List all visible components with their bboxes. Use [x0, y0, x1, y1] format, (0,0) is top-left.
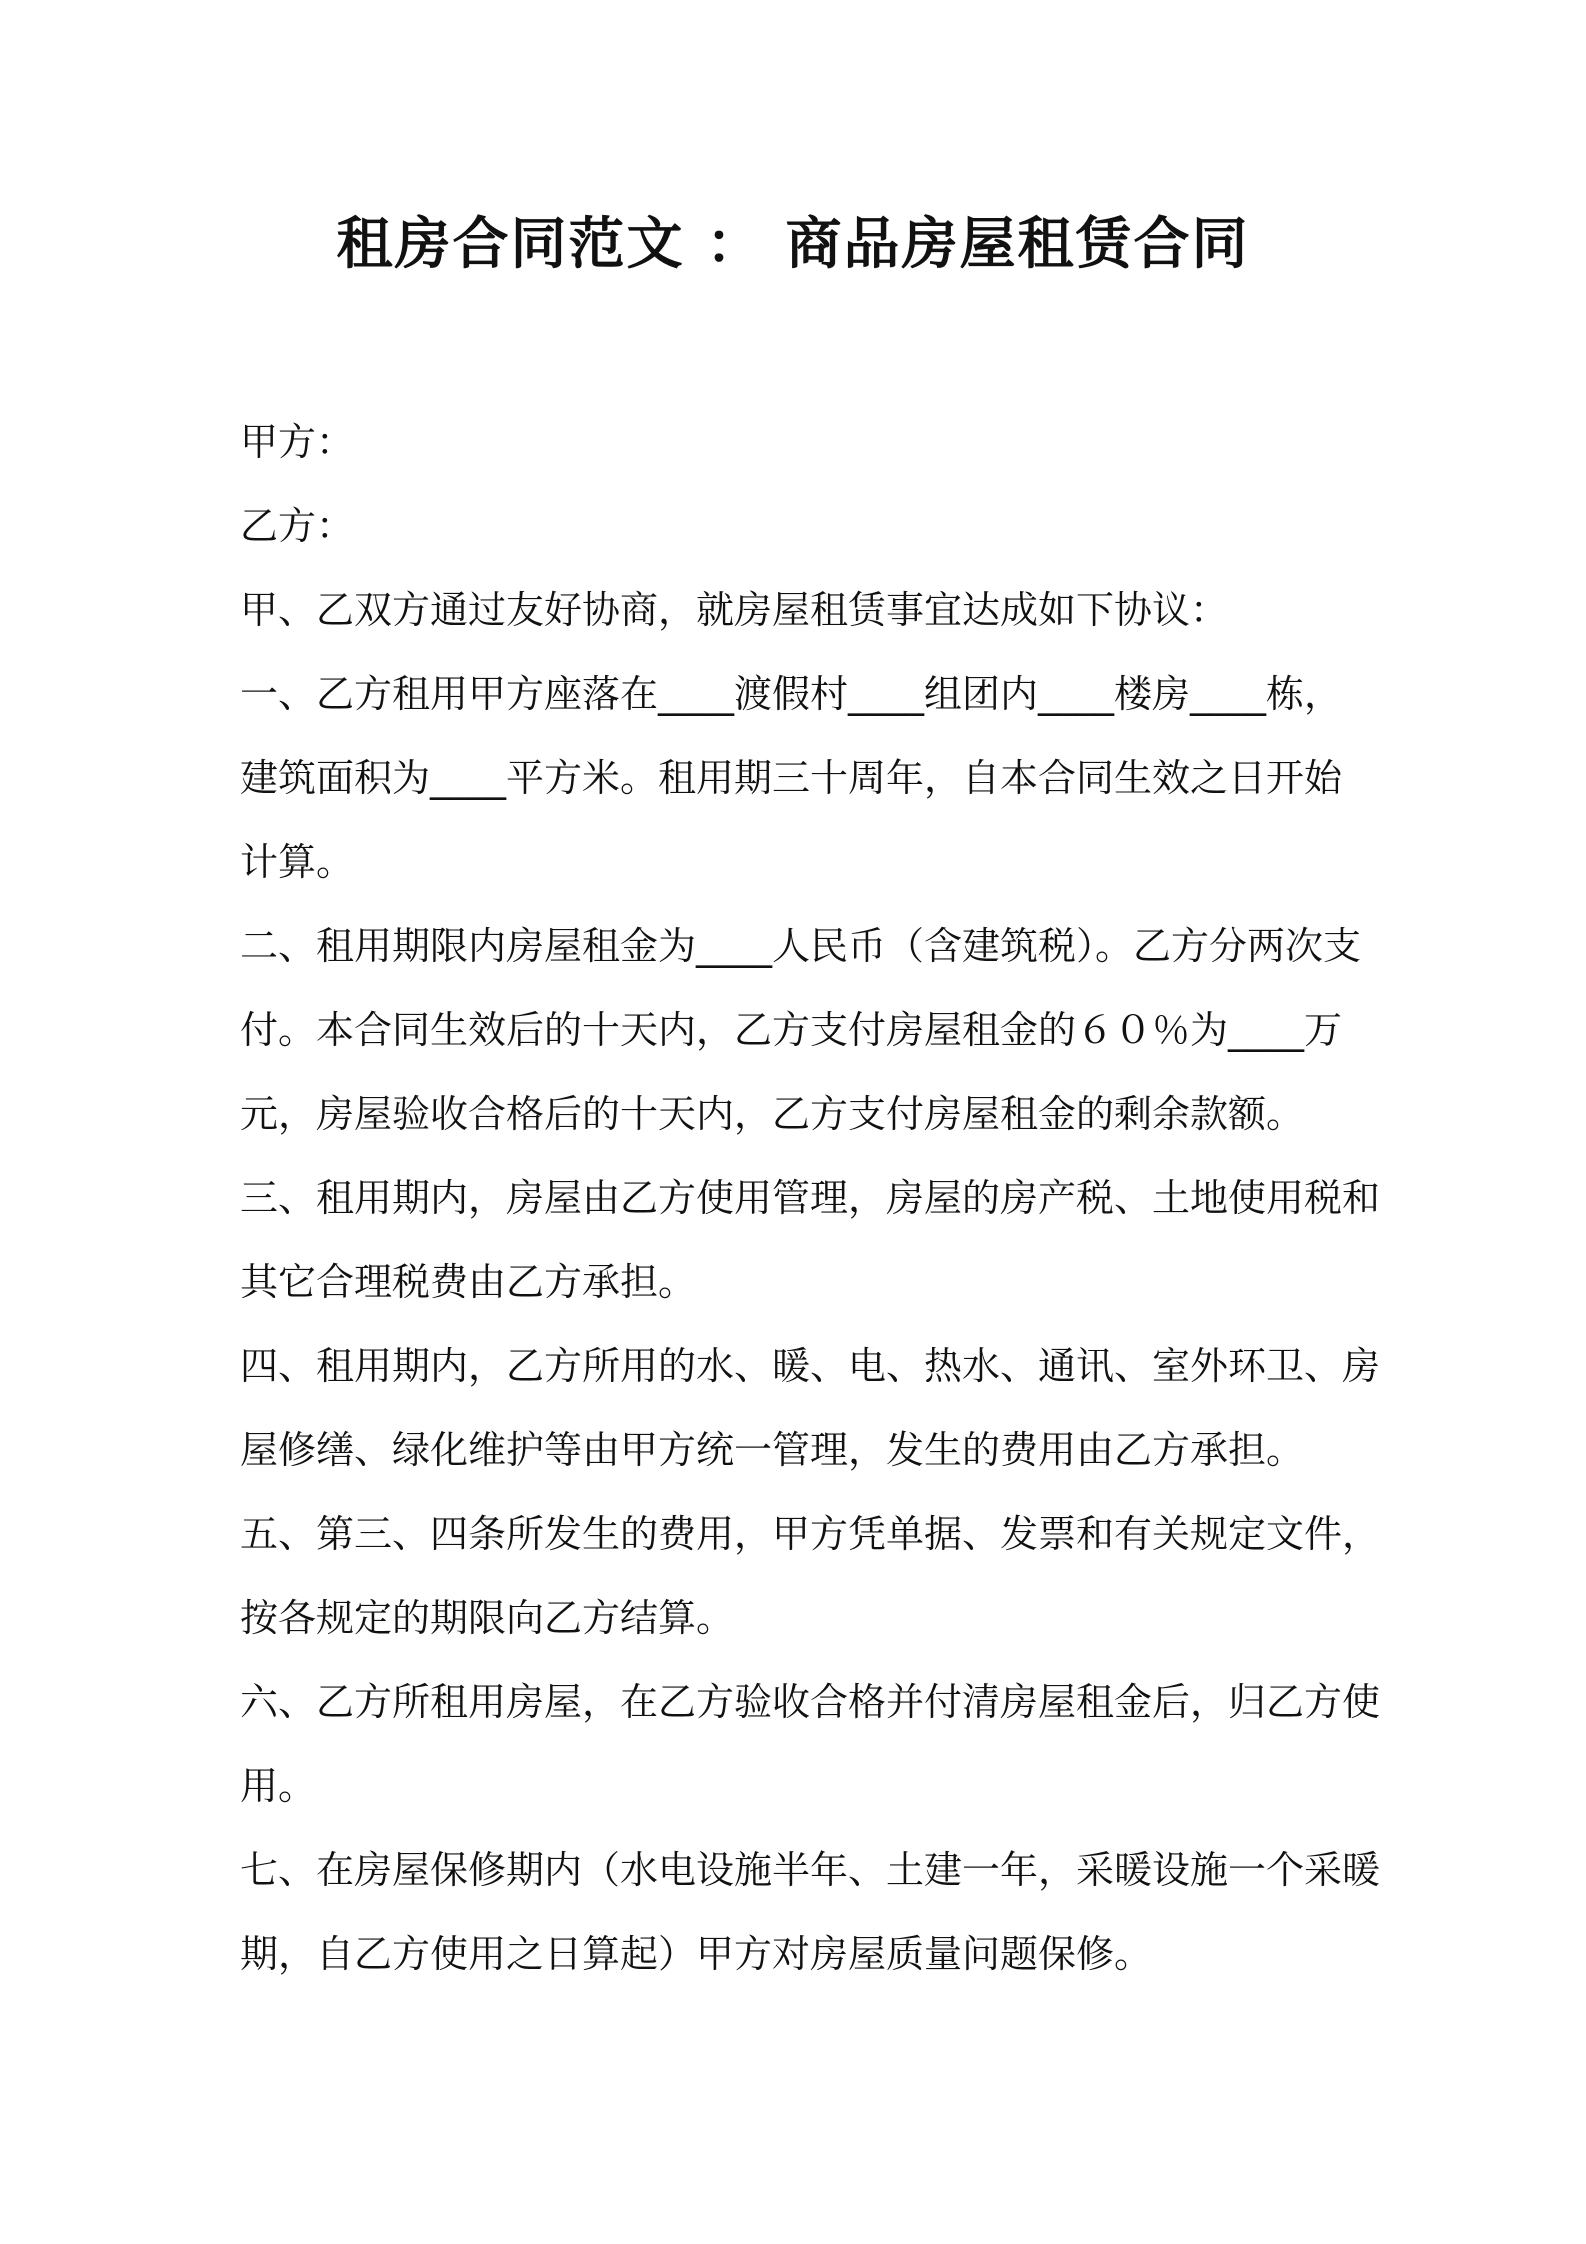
clause-4-line-2: 屋修缮、绿化维护等由甲方统一管理，发生的费用由乙方承担。: [240, 1428, 1305, 1472]
clause-7-line-1: 七、在房屋保修期内（水电设施半年、土建一年，采暖设施一个采暖: [240, 1848, 1381, 1892]
clause-1-line-3: 计算。: [240, 840, 355, 884]
clause-5-line-2: 按各规定的期限向乙方结算。: [240, 1596, 735, 1640]
line-party-a: 甲方：: [240, 420, 355, 464]
clause-2-line-3: 元，房屋验收合格后的十天内，乙方支付房屋租金的剩余款额。: [240, 1092, 1305, 1136]
line-party-b: 乙方：: [240, 504, 355, 548]
clause-6-line-1: 六、乙方所租用房屋，在乙方验收合格并付清房屋租金后，归乙方使: [240, 1680, 1381, 1724]
clause-3-line-1: 三、租用期内，房屋由乙方使用管理，房屋的房产税、土地使用税和: [240, 1176, 1381, 1220]
clause-1-line-2: 建筑面积为____平方米。租用期三十周年，自本合同生效之日开始: [240, 756, 1343, 800]
clause-2-line-2: 付。本合同生效后的十天内，乙方支付房屋租金的６０％为____万: [240, 1008, 1343, 1052]
clause-4-line-1: 四、租用期内，乙方所用的水、暖、电、热水、通讯、室外环卫、房: [240, 1344, 1381, 1388]
clause-5-line-1: 五、第三、四条所发生的费用，甲方凭单据、发票和有关规定文件，: [240, 1512, 1381, 1556]
document-body: [240, 400, 1381, 1996]
clause-3-line-2: 其它合理税费由乙方承担。: [240, 1260, 697, 1304]
line-preamble: 甲、乙双方通过友好协商，就房屋租赁事宜达成如下协议：: [240, 588, 1229, 632]
clause-1-line-1: 一、乙方租用甲方座落在____渡假村____组团内____楼房____栋，: [240, 672, 1343, 716]
clause-7-line-2: 期，自乙方使用之日算起）甲方对房屋质量问题保修。: [240, 1932, 1153, 1976]
clause-2-line-1: 二、租用期限内房屋租金为____人民币（含建筑税）。乙方分两次支: [240, 924, 1362, 968]
document-title: 租房合同范文 ： 商品房屋租赁合同: [336, 212, 1250, 277]
clause-6-line-2: 用。: [240, 1764, 317, 1808]
